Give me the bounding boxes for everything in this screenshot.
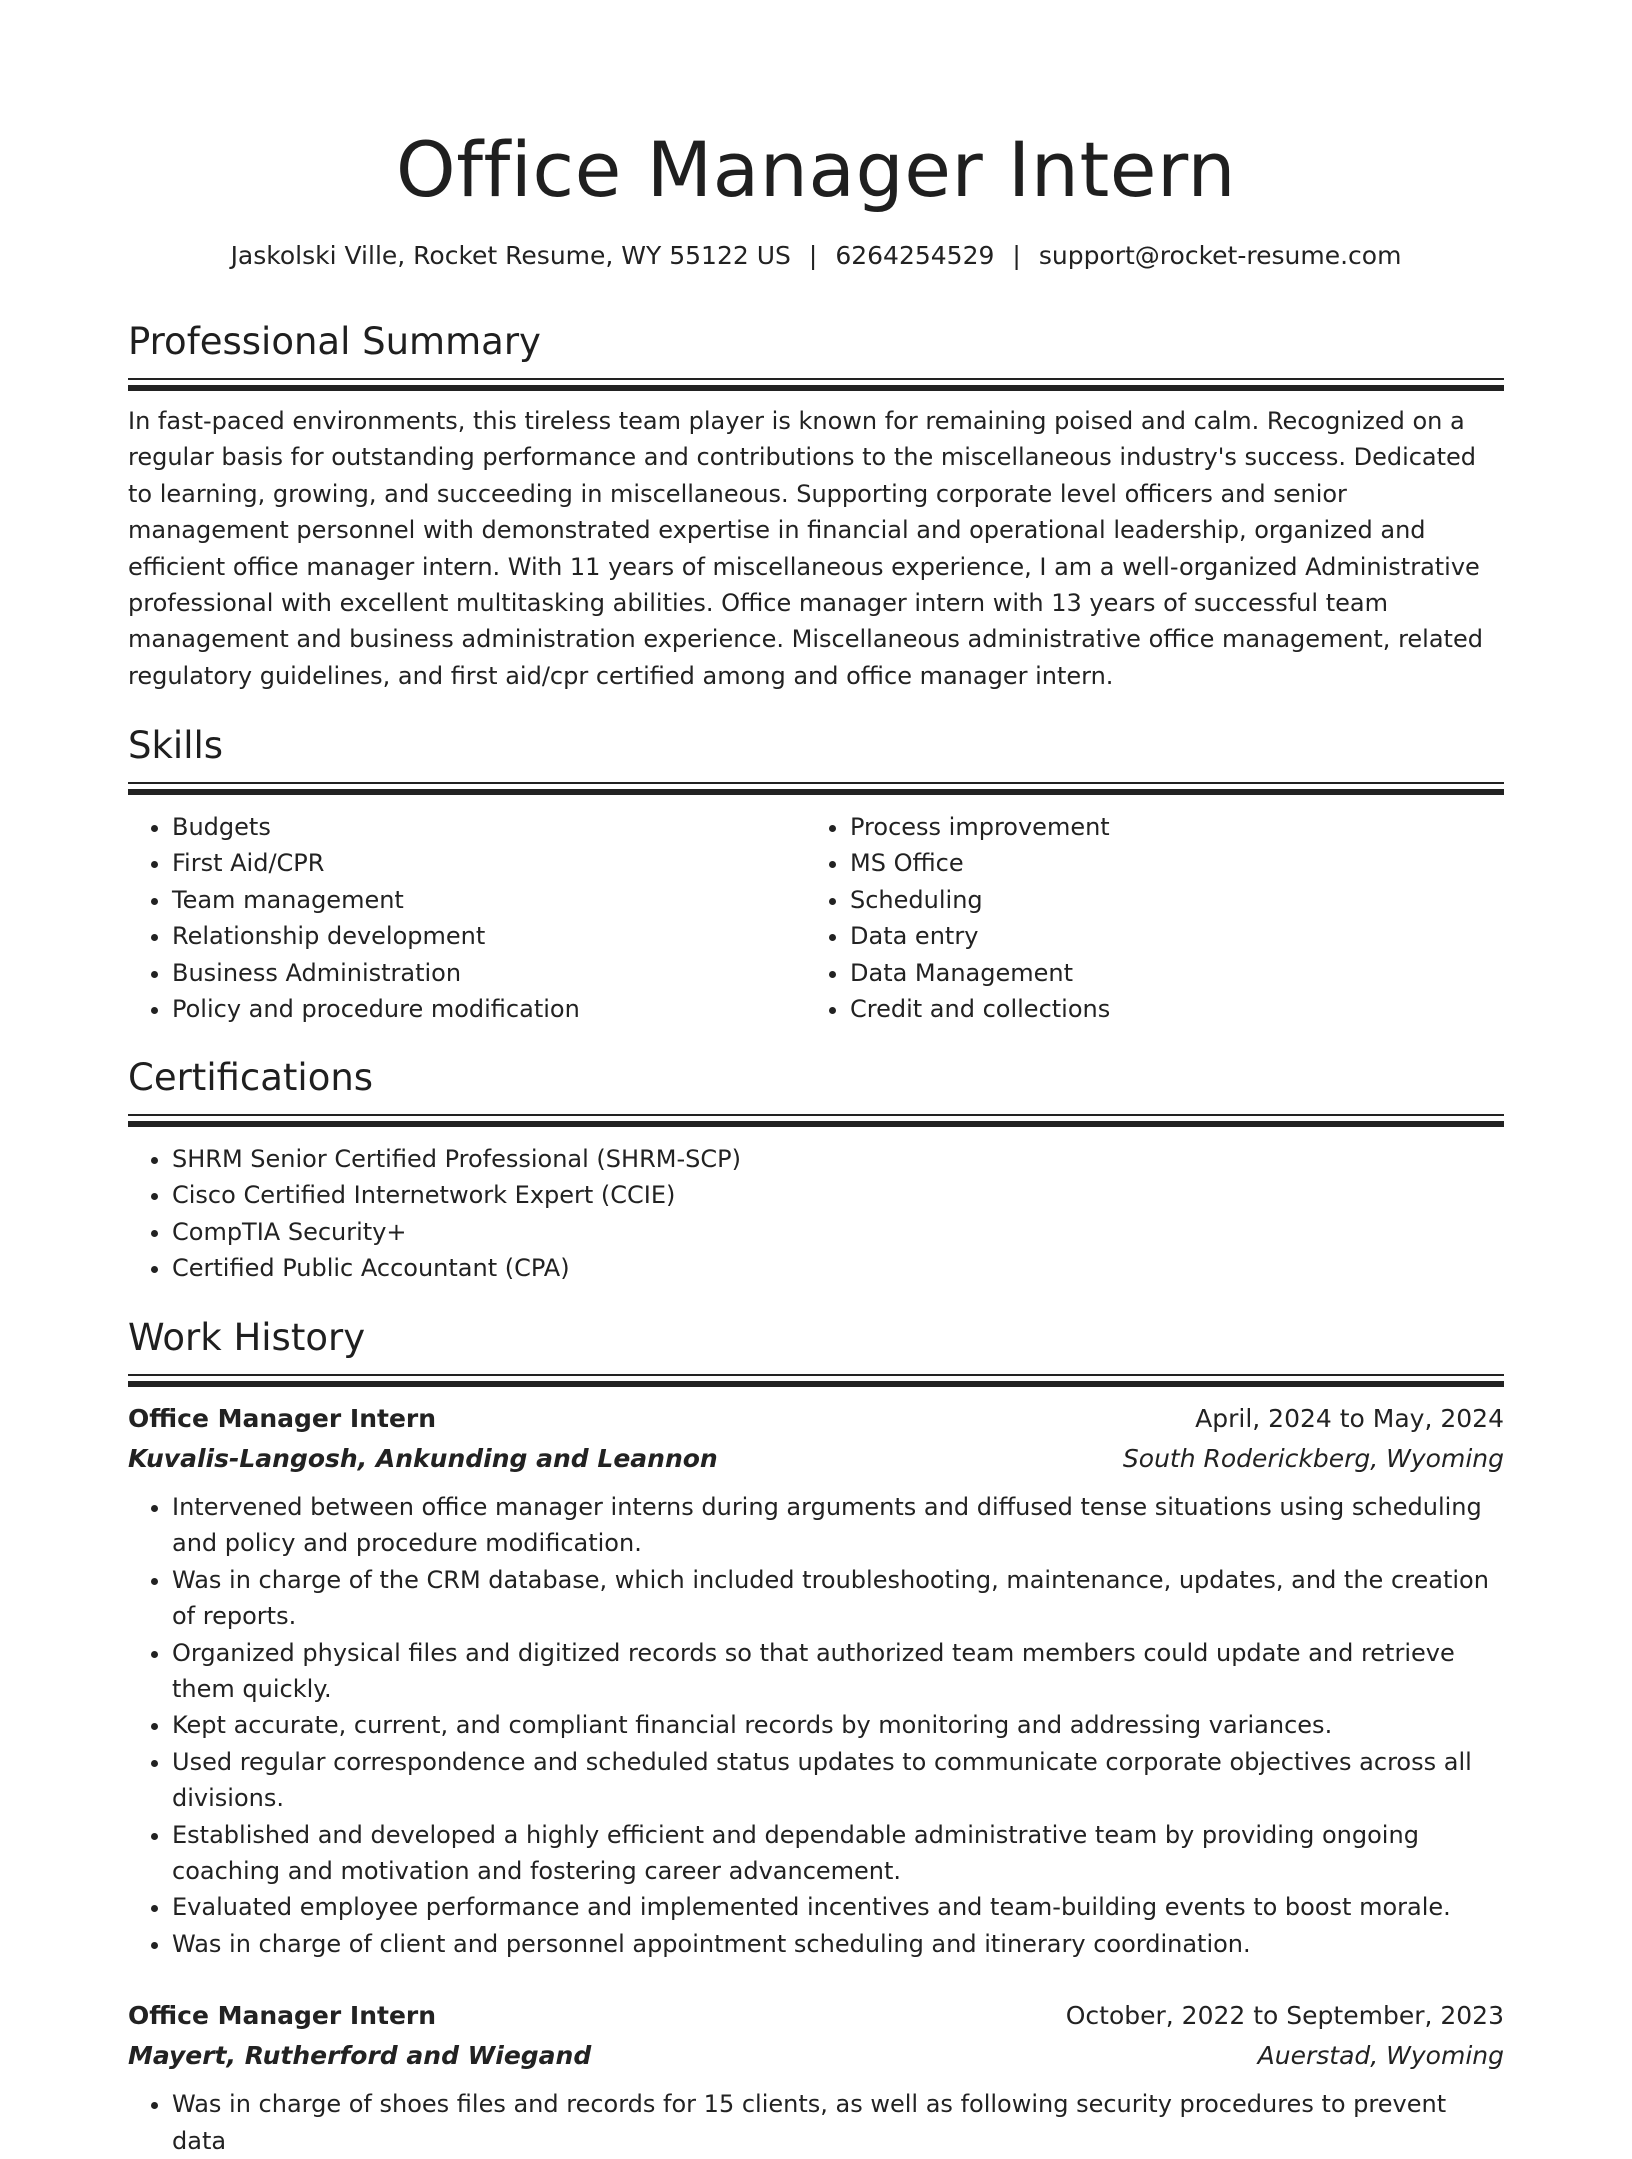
section-divider — [128, 782, 1504, 784]
skill-item: • First Aid/CPR — [172, 845, 806, 881]
certifications-section — [128, 1054, 1504, 1287]
job-location: South Roderickberg, Wyoming — [1122, 1444, 1504, 1473]
section-divider — [128, 378, 1504, 380]
section-divider-thick — [128, 385, 1504, 391]
skills-section — [128, 722, 1504, 1027]
job-entry — [128, 1996, 1504, 2159]
section-divider-thick — [128, 789, 1504, 795]
skill-item: • Budgets — [172, 809, 806, 845]
job-bullets — [128, 1489, 1504, 1962]
job-company: Kuvalis-Langosh, Ankunding and Leannon — [128, 1444, 718, 1473]
skills-list-right — [806, 809, 1484, 1027]
resume-name: Office Manager Intern — [395, 125, 1237, 214]
job-bullet: • Established and developed a highly efficient and dependable administrative team by providing ongoing coaching and motivation and fostering career advancement. — [172, 1817, 1504, 1890]
job-bullet: • Intervened between office manager interns during arguments and diffused tense situations using scheduling and policy and procedure modification. — [172, 1489, 1504, 1562]
section-divider — [128, 1374, 1504, 1376]
skill-item: • Data entry — [850, 918, 1484, 954]
summary-text: In fast-paced environments, this tireless team player is known for remaining poised and calm. Recognized on a regular basis for outstanding performance and contributions to the miscellaneous industry's success. Dedicated to learning, growing, and succeeding in miscellaneous. Supporting corporate level officers and senior management personnel with demonstrated expertise in financial and operational leadership, organized and efficient office manager intern. With 11 years of miscellaneous experience, I am a well-organized Administrative professional with excellent multitasking abilities. Office manager intern with 13 years of successful team management and business administration experience. Miscellaneous administrative office management, related regulatory guidelines, and first aid/cpr certified among and office manager intern. — [128, 407, 1483, 690]
skill-item: • Team management — [172, 882, 806, 918]
job-entry — [128, 1399, 1504, 1962]
job-bullet: • Was in charge of client and personnel appointment scheduling and itinerary coordination. — [172, 1926, 1504, 1962]
job-bullet: • Was in charge of the CRM database, which included troubleshooting, maintenance, updates, and the creation of reports. — [172, 1562, 1504, 1635]
skill-item: • Credit and collections — [850, 991, 1484, 1027]
certifications-list — [128, 1141, 1504, 1287]
job-dates: April, 2024 to May, 2024 — [1195, 1404, 1504, 1433]
section-title-summary: Professional Summary — [128, 320, 541, 363]
job-location: Auerstad, Wyoming — [1257, 2041, 1504, 2071]
contact-email: support@rocket-resume.com — [1038, 241, 1402, 270]
contact-separator: | — [808, 241, 818, 270]
skill-item: • Data Management — [850, 955, 1484, 991]
skill-item: • Scheduling — [850, 882, 1484, 918]
section-divider-thick — [128, 1381, 1504, 1387]
certification-item: • CompTIA Security+ — [172, 1214, 1504, 1250]
job-bullet: • Kept accurate, current, and compliant financial records by monitoring and addressing variances. — [172, 1707, 1504, 1743]
job-title: Office Manager Intern — [128, 1404, 437, 1433]
skill-item: • Relationship development — [172, 918, 806, 954]
section-title-skills: Skills — [128, 724, 224, 767]
job-bullet: • Evaluated employee performance and implemented incentives and team-building events to boost morale. — [172, 1889, 1504, 1925]
job-bullet: • Organized physical files and digitized records so that authorized team members could update and retrieve them quickly. — [172, 1635, 1504, 1708]
job-dates: October, 2022 to September, 2023 — [1065, 2001, 1504, 2031]
section-divider-thick — [128, 1121, 1504, 1127]
certification-item: • SHRM Senior Certified Professional (SHRM-SCP) — [172, 1141, 1504, 1177]
skill-item: • MS Office — [850, 845, 1484, 881]
job-bullets — [128, 2086, 1504, 2159]
section-title-certifications: Certifications — [128, 1056, 374, 1099]
job-company: Mayert, Rutherford and Wiegand — [128, 2041, 592, 2071]
skill-item: • Business Administration — [172, 955, 806, 991]
certification-item: • Certified Public Accountant (CPA) — [172, 1250, 1504, 1286]
certification-item: • Cisco Certified Internetwork Expert (CCIE) — [172, 1177, 1504, 1213]
skill-item: • Policy and procedure modification — [172, 991, 806, 1027]
work-history-section — [128, 1314, 1504, 2159]
contact-phone: 6264254529 — [835, 241, 995, 270]
job-bullet: • Used regular correspondence and scheduled status updates to communicate corporate objectives across all divisions. — [172, 1744, 1504, 1817]
skills-list-left — [128, 809, 806, 1027]
section-title-work-history: Work History — [128, 1316, 366, 1359]
contact-address: Jaskolski Ville, Rocket Resume, WY 55122 US — [230, 241, 791, 270]
contact-separator: | — [1012, 241, 1021, 270]
section-divider — [128, 1114, 1504, 1116]
summary-section — [128, 318, 1504, 694]
skill-item: • Process improvement — [850, 809, 1484, 845]
job-title: Office Manager Intern — [128, 2001, 437, 2031]
contact-line — [128, 238, 1504, 274]
job-bullet: • Was in charge of shoes files and records for 15 clients, as well as following security procedures to prevent data — [172, 2086, 1504, 2159]
